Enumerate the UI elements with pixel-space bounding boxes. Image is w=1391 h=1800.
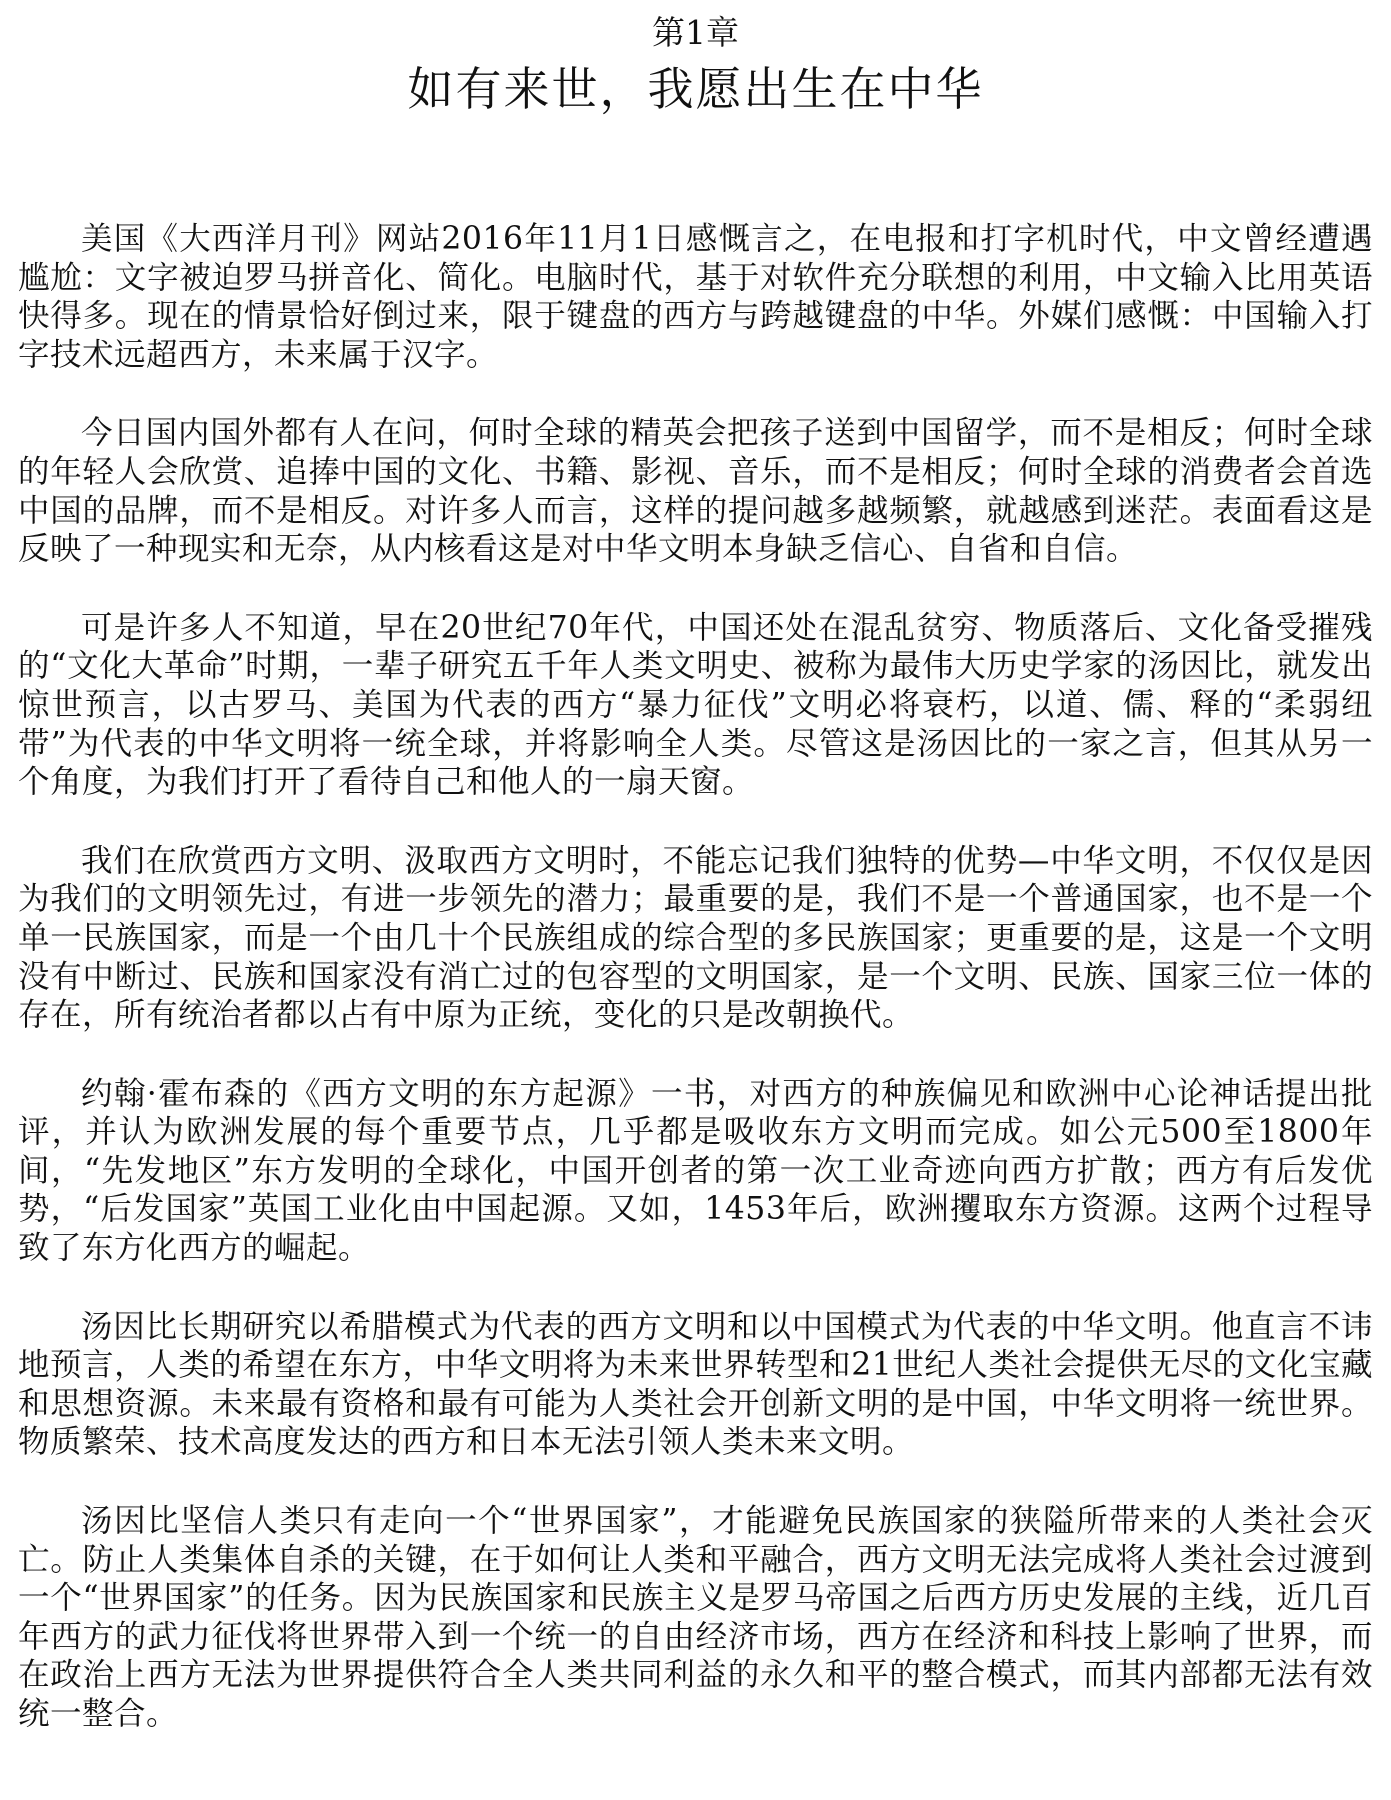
chapter-title: 如有来世，我愿出生在中华 — [407, 62, 984, 116]
paragraph-toynbee-research: 汤因比长期研究以希腊模式为代表的西方文明和以中国模式为代表的中华文明。他直言不讳地预言，人类的希望在东方，中华文明将为未来世界转型和21世纪人类社会提供无尽的文化宝藏和思想资源。未来最有资格和最有可能为人类社会开创新文明的是中国，中华文明将一统世界。物质繁荣、技术高度发达的西方和日本无法引领人类未来文明。 — [18, 1308, 1373, 1461]
chapter-number: 第1章 — [652, 13, 739, 52]
paragraph-toynbee-prophecy: 可是许多人不知道，早在20世纪70年代，中国还处在混乱贫穷、物质落后、文化备受摧残的“文化大革命”时期，一辈子研究五千年人类文明史、被称为最伟大历史学家的汤因比，就发出惊世预言，以古罗马、美国为代表的西方“暴力征伐”文明必将衰朽，以道、儒、释的“柔弱纽带”为代表的中华文明将一统全球，并将影响全人类。尽管这是汤因比的一家之言，但其从另一个角度，为我们打开了看待自己和他人的一扇天窗。 — [18, 609, 1373, 801]
paragraph-world-state: 汤因比坚信人类只有走向一个“世界国家”，才能避免民族国家的狭隘所带来的人类社会灭亡。防止人类集体自杀的关键，在于如何让人类和平融合，西方文明无法完成将人类社会过渡到一个“世界国家”的任务。因为民族国家和民族主义是罗马帝国之后西方历史发展的主线，近几百年西方的武力征伐将世界带入到一个统一的自由经济市场，西方在经济和科技上影响了世界，而在政治上西方无法为世界提供符合全人类共同利益的永久和平的整合模式，而其内部都无法有效统一整合。 — [18, 1503, 1373, 1732]
paragraph-atlantic-monthly: 美国《大西洋月刊》网站2016年11月1日感慨言之，在电报和打字机时代，中文曾经遭遇尴尬：文字被迫罗马拼音化、简化。电脑时代，基于对软件充分联想的利用，中文输入比用英语快得多。现在的情景恰好倒过来，限于键盘的西方与跨越键盘的中华。外媒们感慨：中国输入打字技术远超西方，未来属于汉字。 — [18, 221, 1373, 373]
chapter-body — [18, 220, 1373, 1734]
paragraph-hobson-book: 约翰·霍布森的《西方文明的东方起源》一书，对西方的种族偏见和欧洲中心论神话提出批评，并认为欧洲发展的每个重要节点，几乎都是吸收东方文明而完成。如公元500至1800年间，“先发地区”东方发明的全球化，中国开创者的第一次工业奇迹向西方扩散；西方有后发优势，“后发国家”英国工业化由中国起源。又如，1453年后，欧洲攫取东方资源。这两个过程导致了东方化西方的崛起。 — [18, 1075, 1373, 1267]
paragraph-global-questions: 今日国内国外都有人在问，何时全球的精英会把孩子送到中国留学，而不是相反；何时全球的年轻人会欣赏、追捧中国的文化、书籍、影视、音乐，而不是相反；何时全球的消费者会首选中国的品牌，而不是相反。对许多人而言，这样的提问越多越频繁，就越感到迷茫。表面看这是反映了一种现实和无奈，从内核看这是对中华文明本身缺乏信心、自省和自信。 — [18, 415, 1373, 568]
paragraph-chinese-civilization-advantage: 我们在欣赏西方文明、汲取西方文明时，不能忘记我们独特的优势—中华文明，不仅仅是因为我们的文明领先过，有进一步领先的潜力；最重要的是，我们不是一个普通国家，也不是一个单一民族国家，而是一个由几十个民族组成的综合型的多民族国家；更重要的是，这是一个文明没有中断过、民族和国家没有消亡过的包容型的文明国家，是一个文明、民族、国家三位一体的存在，所有统治者都以占有中原为正统，变化的只是改朝换代。 — [18, 842, 1373, 1034]
